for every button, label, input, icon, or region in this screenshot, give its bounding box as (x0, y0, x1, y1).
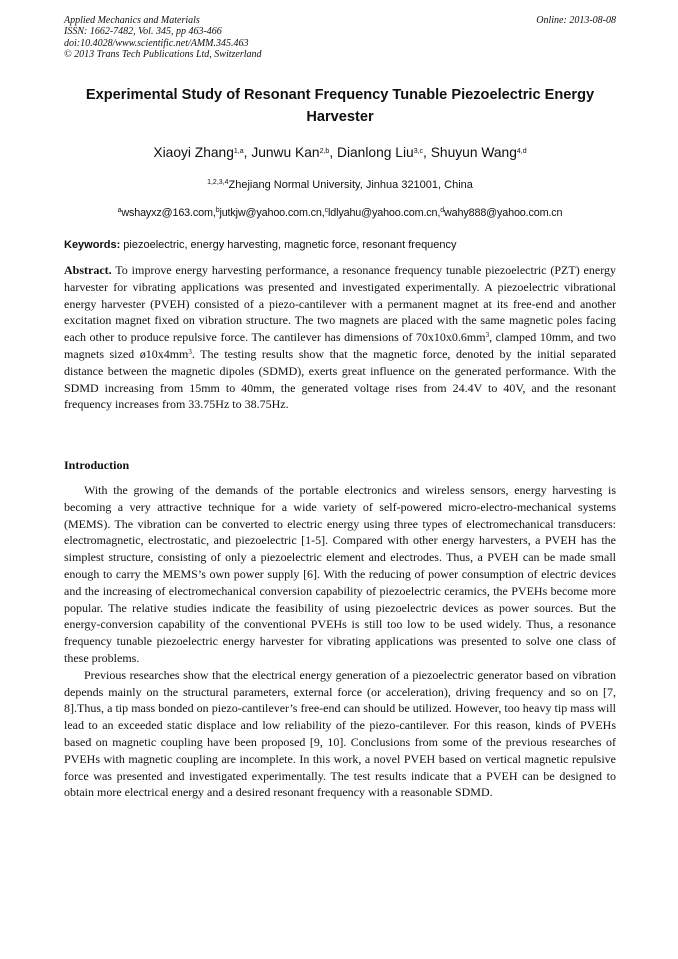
keywords (64, 237, 616, 253)
abstract-text: , clamped 10mm, and two magnets sized ø10x4mm (64, 330, 616, 361)
email-address[interactable]: wshayxz@163.com (121, 207, 213, 219)
paper-title: Experimental Study of Resonant Frequency Tunable Piezoelectric Energy Harvester (85, 87, 595, 125)
copyright-line: © 2013 Trans Tech Publications Ltd, Switzerland (64, 49, 262, 61)
author-separator: , (243, 145, 252, 160)
keywords-text: piezoelectric, energy harvesting, magnetic force, resonant frequency (120, 239, 457, 251)
journal-name: Applied Mechanics and Materials (64, 15, 200, 26)
email-address[interactable]: wahy888@yahoo.com.cn (444, 207, 563, 219)
doi-line[interactable]: doi:10.4028/www.scientific.net/AMM.345.463 (64, 37, 249, 49)
keywords-label: Keywords: (64, 239, 121, 251)
author-separator: , (329, 145, 337, 160)
email-separator: , (212, 207, 216, 219)
author-list (64, 143, 616, 163)
online-date: Online: 2013-08-08 (536, 15, 616, 26)
introduction-heading: Introduction (64, 458, 130, 472)
abstract-text: . The testing results show that the magnetic force, denoted by the initial separated distance between the magnetic dipoles (SDMD), exerts great influence on the generated performance. With the SDMD increasing from 15mm to 40mm, the generated voltage rises from 24.4V to 40V, and the resonant frequency increases from 33.75Hz to 38.75Hz. (64, 346, 616, 412)
email-superscript: c (324, 207, 328, 215)
author-name: Shuyun Wang (430, 145, 517, 160)
author-superscript: 4,d (516, 148, 527, 156)
author-name: Xiaoyi Zhang (153, 145, 234, 160)
abstract-superscript: 3 (485, 331, 490, 340)
email-address[interactable]: ldlyahu@yahoo.com.cn (328, 207, 438, 219)
abstract-text: To improve energy harvesting performance, a resonance frequency tunable piezoelectric (PZT) energy harvester for vibrating applications was presented and investigated experimentally. A piezoelectric vibrational energy harvester (PVEH) consisted of a piezo-cantilever with a permanent magnet at its free-end and another excitation magnet fixed on vibration structure. The two magnets are placed with the same magnetic poles facing each other to produce repulsive force. The cantilever has dimensions of 70x10x0.6mm (64, 263, 616, 345)
paragraph: Previous researches show that the electrical energy generation of a piezoelectric generator based on vibration depends mainly on the structural parameters, external force (or acceleration), driving frequency and so on [7, 8].Thus, a tip mass bonded on piezo-cantilever’s free-end can should be utilized. However, too heavy tip mass will lead to an exceeded static displace and low reliability of the piezo-cantilever. For this reason, kinds of PVEHs based on magnetic coupling have been proposed [9, 10]. Conclusions from some of the previous researches of PVEHs with magnetic coupling are incomplete. In this work, a novel PVEH based on vertical magnetic repulsive force was presented and investigated experimentally. The test results indicate that a PVEH can be designed to obtain more electrical energy and a desired resonant frequency with a reasonable SDMD. (64, 667, 616, 800)
abstract (64, 262, 616, 413)
email-superscript: b (215, 207, 220, 215)
affiliation-text: Zhejiang Normal University, Jinhua 321001, China (228, 179, 473, 191)
author-superscript: 3,c (413, 148, 424, 156)
issn-line: ISSN: 1662-7482, Vol. 345, pp 463-466 (64, 26, 222, 38)
affiliation (64, 176, 616, 194)
email-separator: , (321, 207, 325, 219)
journal-header (64, 15, 616, 61)
paragraph: With the growing of the demands of the portable electronics and wireless sensors, energy harvesting is becoming a very attractive technique for a wide variety of self-powered micro-electro-mechanical systems (MEMS). The vibration can be converted to electric energy using three types of electromechanical transducers: electromagnetic, electrostatic, and piezoelectric [1-5]. Compared with other energy harvesters, a PVEH has the simplest structure, consisting of only a piezoelectric element and electrodes. Thus, a PVEH can be made small enough to carry the MEMS’s own power supply [6]. With the reducing of power consumption of electric devices and the increasing of electromechanical conversion capability of piezoelectric ceramics, the PVEHs become more popular. The relative studies indicate the feasibility of using piezoelectric devices as power sources. But the energy-conversion capability of the conventional PVEHs is still too low to be used widely. Thus, a resonance frequency tunable piezoelectric energy harvester for vibrating applications was presented to solve one class of these problems. (64, 483, 616, 665)
author-name: Junwu Kan (251, 145, 320, 160)
abstract-superscript: 3 (188, 348, 192, 357)
email-separator: , (437, 207, 441, 219)
email-superscript: a (117, 207, 122, 215)
introduction-body (64, 482, 616, 801)
email-list (64, 204, 616, 222)
author-superscript: 1,a (233, 148, 244, 156)
author-separator: , (423, 145, 431, 160)
affiliation-superscript: 1,2,3,4 (207, 179, 229, 187)
email-address[interactable]: jutkjw@yahoo.com.cn (219, 207, 322, 219)
abstract-label: Abstract. (64, 263, 112, 277)
author-superscript: 2,b (319, 148, 330, 156)
author-name: Dianlong Liu (336, 145, 414, 160)
email-superscript: d (440, 207, 445, 215)
